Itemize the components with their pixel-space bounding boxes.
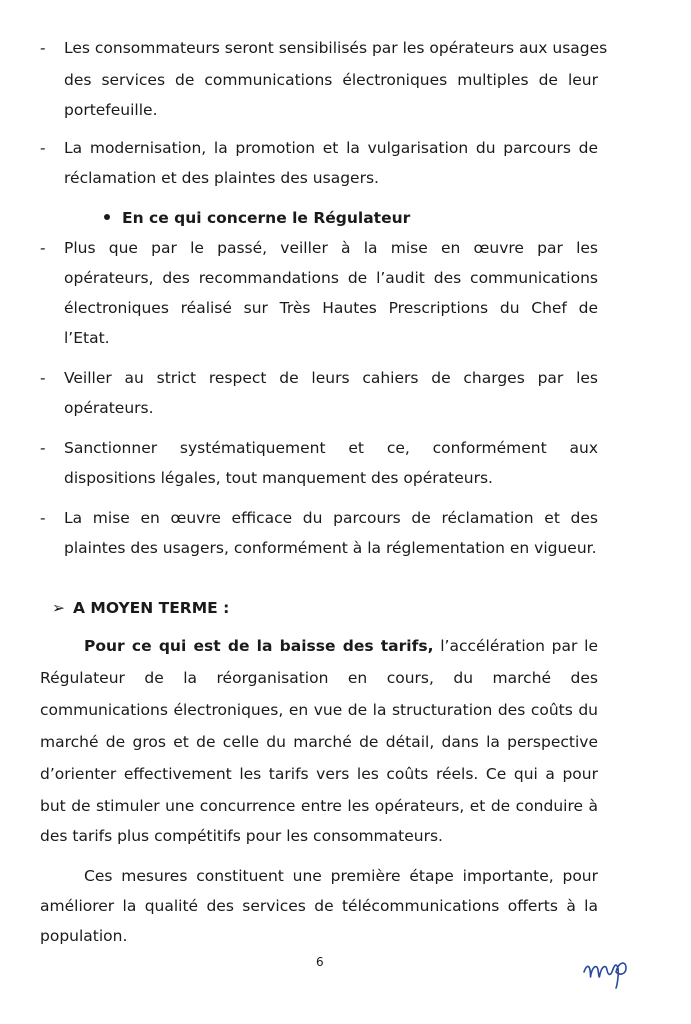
list-dash: -: [40, 139, 46, 157]
list-item-line: plaintes des usagers, conformément à la réglementation en vigueur.: [64, 539, 597, 557]
list-item-line: opérateurs, des recommandations de l’audit des communications: [64, 269, 598, 287]
list-item-line: Plus que par le passé, veiller à la mise en œuvre par les: [64, 239, 598, 257]
paragraph-line: marché de gros et de celle du marché de détail, dans la perspective: [40, 733, 598, 751]
handwritten-signature: [580, 950, 632, 990]
list-item-line: l’Etat.: [64, 329, 110, 347]
paragraph-line: améliorer la qualité des services de télécommunications offerts à la: [40, 897, 598, 915]
list-dash: -: [40, 439, 46, 457]
regulator-heading-text: En ce qui concerne le Régulateur: [122, 209, 411, 227]
list-item-line: portefeuille.: [64, 101, 158, 119]
paragraph-line: d’orienter effectivement les tarifs vers les coûts réels. Ce qui a pour: [40, 765, 598, 783]
paragraph-bold-lead: Pour ce qui est de la baisse des tarifs,: [84, 637, 434, 655]
list-item-line: électroniques réalisé sur Très Hautes Prescriptions du Chef de: [64, 299, 598, 317]
paragraph-line: Ces mesures constituent une première étape importante, pour: [84, 867, 598, 885]
list-dash: -: [40, 239, 46, 257]
list-item-line: La mise en œuvre efficace du parcours de réclamation et des: [64, 509, 598, 527]
list-item-line: réclamation et des plaintes des usagers.: [64, 169, 379, 187]
paragraph-line: communications électroniques, en vue de la structuration des coûts du: [40, 701, 598, 719]
bullet-dot-icon: [104, 214, 110, 220]
list-item-line: dispositions légales, tout manquement des opérateurs.: [64, 469, 493, 487]
list-item-line: Sanctionner systématiquement et ce, conformément aux: [64, 439, 598, 457]
paragraph-line: but de stimuler une concurrence entre les opérateurs, et de conduire à: [40, 797, 598, 815]
list-dash: -: [40, 369, 46, 387]
list-item-line: La modernisation, la promotion et la vulgarisation du parcours de: [64, 139, 598, 157]
paragraph-first-line-rest: l’accélération par le: [433, 637, 598, 655]
list-dash: -: [40, 509, 46, 527]
page-number: 6: [316, 955, 324, 969]
list-item-line: opérateurs.: [64, 399, 154, 417]
paragraph-line: Régulateur de la réorganisation en cours, du marché des: [40, 669, 598, 687]
regulator-heading: [104, 208, 410, 228]
list-item-line: Les consommateurs seront sensibilisés par les opérateurs aux usages: [64, 39, 608, 57]
paragraph-line: population.: [40, 927, 128, 945]
list-item-line: des services de communications électroniques multiples de leur: [64, 71, 598, 89]
arrow-bullet-icon: ➢: [52, 599, 65, 617]
section-heading: [52, 598, 229, 618]
list-dash: -: [40, 39, 46, 57]
list-item-line: Veiller au strict respect de leurs cahiers de charges par les: [64, 369, 598, 387]
paragraph-line: des tarifs plus compétitifs pour les consommateurs.: [40, 827, 443, 845]
paragraph-line: [84, 636, 598, 656]
section-heading-text: A MOYEN TERME :: [73, 599, 230, 617]
